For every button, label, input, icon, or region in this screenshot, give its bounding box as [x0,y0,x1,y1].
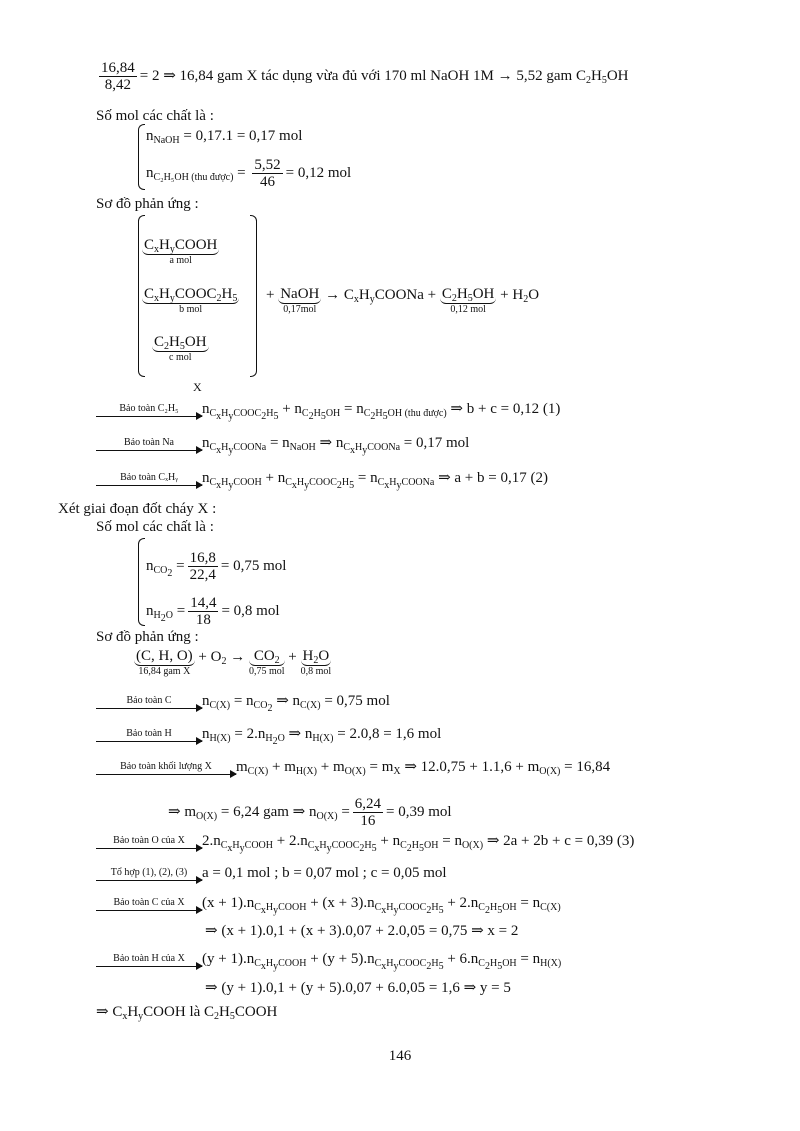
co2-species: CO [253,648,275,664]
h2o-mol: 0,8 mol [300,666,332,677]
bt-c2h5-line: Bảo toàn C₂H₅ $n_{C_xH_yCOOC_2H_5} + n_{C_2H_5OH} = n_{C_2H_5OH (thu được)}$ ⇒ b + c = 0,12 (1) [96,400,560,418]
mo-text: ⇒ m [168,803,196,820]
plus: + [288,649,297,665]
bt-result: = 0,17 mol [400,435,470,451]
arrow: → [230,649,246,665]
oxygen: + O [198,649,222,665]
x-mass: 16,84 gam X [138,666,191,677]
water-h: + H [500,287,524,303]
heading-xet: Xét giai đoạn đốt cháy X : [58,501,217,517]
ratio-numerator: 16,84 [101,60,135,76]
naoh-mol: 0,17mol [283,304,317,315]
final-text: là C [189,1004,215,1020]
ester-mol: b mol [179,304,203,315]
product-salt: COONa + [374,287,437,303]
brace-left [138,124,145,190]
mol-rest: = 0,75 mol [220,557,287,574]
heading-mol-1: Số mol các chất là : [96,108,214,124]
bt-label: Tổ hợp (1), (2), (3) [110,866,188,878]
bt-label: Bảo toàn H [126,727,172,739]
bt-h-line: Bảo toàn H $n_{H(X)} = 2.n_{H_2O}$ ⇒ $n_{H(X)} = 2.0,8 = 1,6$ mol [96,725,441,743]
bt-hx-line: Bảo toàn H của X $(y + 1).n_{C_xH_yCOOH} + (y + 5).n_{C_xH_yCOOC_2H_5} + 6.n_{C_2H_5OH} = n_{H(X)}$ [96,950,561,968]
x-solution: ⇒ (x + 1).0,1 + (x + 3).0,07 + 2.0,05 = 0,75 ⇒ x = 2 [205,923,519,939]
mol-etoh [146,157,351,190]
bt-label: Bảo toàn C₂H₅ [119,402,179,414]
mol-rest: = 0,17.1 = 0,17 mol [179,128,303,144]
mol-sub: NaOH [153,135,180,146]
bt-label: Bảo toàn C của X [113,896,185,908]
bt-c-line: Bảo toàn C $n_{C(X)} = n_{CO_2}$ ⇒ $n_{C(X)} = 0,75$ mol [96,692,390,710]
species-ester: $C_xH_yCOOC_2H_5$ b mol [144,286,238,315]
product-arrow: → C [325,287,354,303]
ratio-fraction [99,60,137,93]
mo-line: ⇒ $m_{O(X)} = 6,24$ gam ⇒ $n_{O(X)}$ = $\frac{6,24}{16}$ = 0,39 mol [168,796,452,829]
intro-ratio-line: $\frac{16,84}{8,42}$ = 2 ⇒ 16,84 gam X tác dụng vừa đủ với 170 ml NaOH 1M → 5,52 gam $C_2H_5OH$ [101,60,629,93]
heading-sodo-1: Sơ đồ phản ứng : [96,196,199,212]
combine-result: a = 0,1 mol ; b = 0,07 mol ; c = 0,05 mol [202,865,447,881]
species-acid: $C_xH_yCOOH$ a mol [144,237,218,266]
mol-co2: $n_{CO_2}$ = $\frac{16,8}{22,4}$ = 0,75 mol [146,550,287,583]
bt-na-line: Bảo toàn Na $n_{C_xH_yCOONa} = n_{NaOH}$ ⇒ $n_{C_xH_yCOONa} = 0,17$ mol [96,434,469,452]
species-ethanol: $C_2H_5OH$ c mol [154,334,207,363]
mol-h2o: $n_{H_2O}$ = $\frac{14,4}{18}$ = 0,8 mol [146,595,280,628]
bt-result: = 0,12 (1) [496,401,561,417]
frac-num: 6,24 [354,796,382,812]
mol-naoh [146,127,302,145]
frac-den: 18 [195,612,211,628]
combine-line [96,864,447,882]
y-solution: ⇒ (y + 1).0,1 + (y + 5).0,07 + 6.0,05 = 1,6 ⇒ y = 5 [205,980,511,996]
heading-sodo-2: Sơ đồ phản ứng : [96,629,199,645]
mol-rest: = 0,12 mol [285,164,352,181]
bt-result: = 2.0,8 = 1,6 mol [337,726,442,742]
bt-mass-line: Bảo toàn khối lượng X $m_{C(X)} + m_{H(X)} + m_{O(X)} = m_X$ ⇒ $12.0,75 + 1.1,6 + m_{O(X)} = 16,84$ [96,758,610,776]
naoh-species: NaOH [280,286,320,302]
heading-mol-2: Số mol các chất là : [96,519,214,535]
mo-text2: = 6,24 gam ⇒ n [217,803,317,820]
page-number: 146 [388,1048,412,1064]
bt-label: Bảo toàn C [126,694,172,706]
bt-result: ⇒ 2a + 2b + c = 0,39 (3) [483,833,635,849]
x-label: X [193,380,202,394]
combustion-scheme: (C, H, O) 16,84 gam X + $O_2$ → $CO_2$ 0,75 mol + $H_2O$ 0,8 mol [136,648,332,677]
acid-mol: a mol [169,255,192,266]
mol-rest: = 0,8 mol [221,602,280,619]
mol-eq: = [233,164,250,181]
etoh-mol: 0,12 mol [450,304,486,315]
mol-sub: C₂H₅OH (thu được) [153,171,234,183]
mo-rest: = 0,39 mol [386,803,452,820]
frac-den: 22,4 [189,567,216,583]
h2o-species: H [302,648,314,664]
bt-label: Bảo toàn O của X [113,834,185,846]
mol-n: n [146,128,154,144]
bt-cx-line: Bảo toàn C của X $(x + 1).n_{C_xH_yCOOH} + (x + 3).n_{C_xH_yCOOC_2H_5} + 2.n_{C_2H_5OH} = n_{C(X)}$ [96,894,561,912]
frac-num: 5,52 [254,157,281,173]
x-species: (C, H, O) [136,648,193,664]
intro-tail: H [590,67,602,84]
bt-result: = 0,75 mol [324,693,390,709]
bt-label: Bảo toàn CₓHᵧ [120,471,178,483]
frac-num: 14,4 [190,595,217,611]
bt-cxhy-line: Bảo toàn CₓHᵧ $n_{C_xH_yCOOH} + n_{C_xH_yCOOC_2H_5} = n_{C_xH_yCOONa}$ ⇒ a + b = 0,17 (2) [96,469,548,487]
final-line: ⇒ $C_xH_yCOOH$ là $C_2H_5COOH$ [96,1004,278,1022]
mol-n: n [146,164,154,181]
bt-result: ⇒ a + b = 0,17 (2) [434,470,548,486]
bt-o-line: Bảo toàn O của X $2.n_{C_xH_yCOOH} + 2.n_{C_xH_yCOOC_2H_5} + n_{C_2H_5OH} = n_{O(X)}$ ⇒ 2a + 2b + c = 0,39 (3) [96,832,634,850]
water-o: O [528,287,540,303]
etoh-fraction [252,157,282,190]
bt-result: ⇒ 12.0,75 + 1.1,6 + m [404,759,540,775]
frac-den: 46 [260,174,275,190]
ethanol-mol: c mol [169,352,192,363]
frac-den: 16 [360,813,376,829]
bt-result-2: = 16,84 [560,759,611,775]
reaction-rhs-1: + NaOH 0,17mol → $C_xH_yCOONa$ + $C_2H_5OH$ 0,12 mol + $H_2O$ [266,286,540,315]
brace-x-right [250,215,257,377]
frac-num: 16,8 [189,550,216,566]
bt-label: Bảo toàn H của X [113,952,185,964]
ratio-denominator: 8,42 [104,77,131,93]
bt-label: Bảo toàn Na [124,436,174,448]
intro-tail2: OH [606,67,629,84]
intro-text: = 2 ⇒ 16,84 gam X tác dụng vừa đủ với 170 ml NaOH 1M → 5,52 gam C [139,67,586,84]
brace-left-2 [138,538,145,626]
bt-label: Bảo toàn khối lượng X [120,760,212,772]
co2-mol: 0,75 mol [248,666,285,677]
